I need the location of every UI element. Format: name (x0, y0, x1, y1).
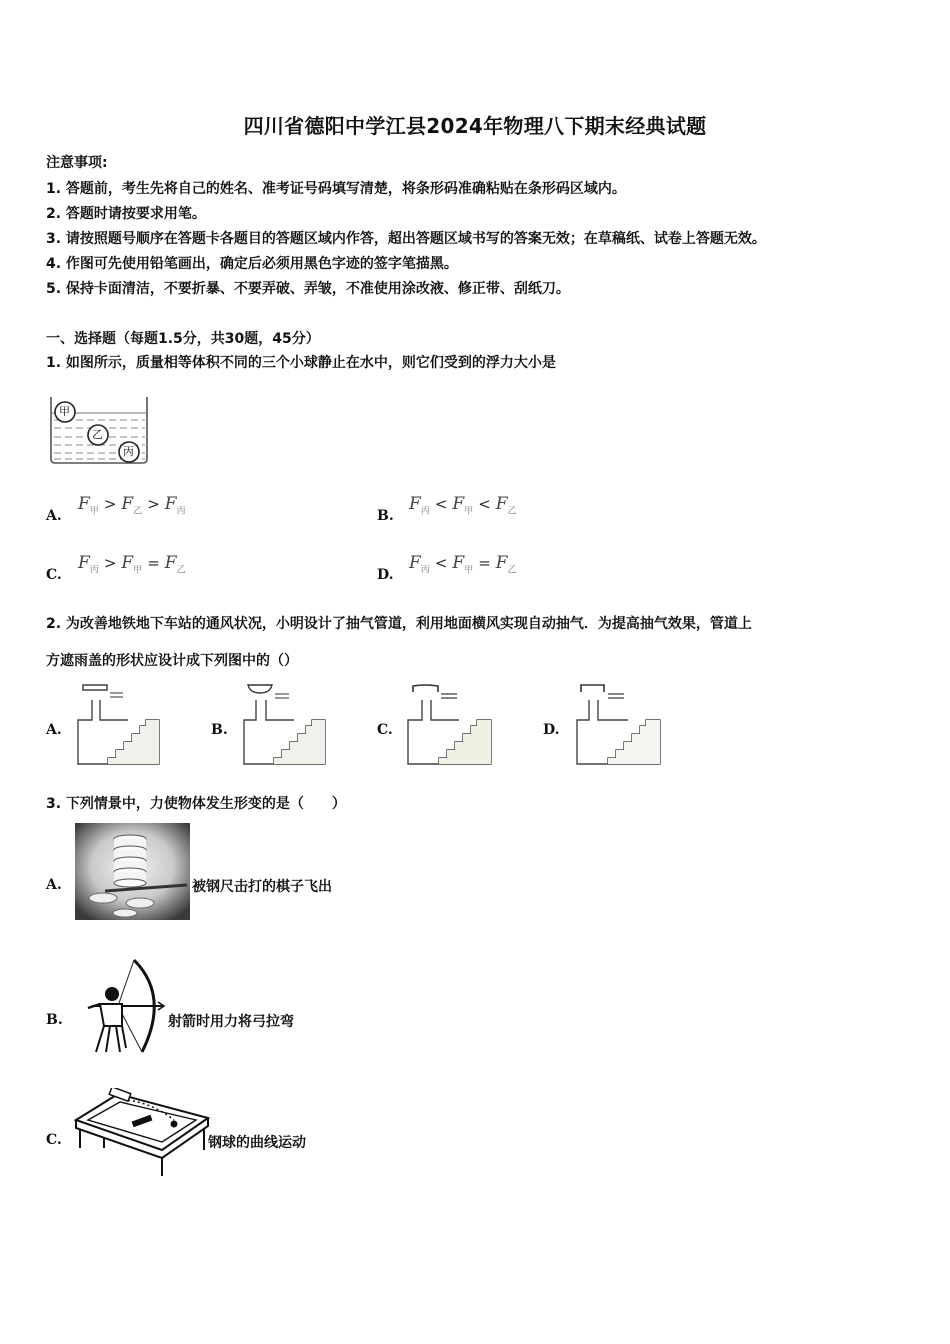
q2-option-b-figure (242, 682, 328, 768)
archer-image (82, 956, 168, 1056)
q2-option-d-figure (574, 682, 664, 768)
q3-option-a-caption: 被钢尺击打的棋子飞出 (192, 879, 332, 895)
question-2-stem-line2: 方遮雨盖的形状应设计成下列图中的（） (46, 653, 298, 669)
notice-item-3: 3. 请按照题号顺序在答题卡各题目的答题区域内作答，超出答题区域书写的答案无效；在草稿纸、试卷上答题无效。 (46, 231, 766, 247)
beaker-figure (48, 395, 150, 467)
question-2-stem-line1: 2. 为改善地铁地下车站的通风状况，小明设计了抽气管道，利用地面横风实现自动抽气．为提高抽气效果，管道上 (46, 616, 752, 632)
q2-option-a-label: A. (46, 722, 62, 738)
section-heading: 一、选择题（每题1.5分，共30题，45分） (46, 331, 320, 347)
chess-pieces-image (75, 823, 190, 920)
notice-item-5: 5. 保持卡面清洁，不要折暴、不要弄破、弄皱，不准使用涂改液、修正带、刮纸刀。 (46, 281, 570, 297)
q2-option-c-figure (405, 682, 495, 768)
q1-option-b-formula: $F_丙 < F_甲 < F_乙$ (409, 494, 517, 517)
q2-option-b-label: B. (211, 722, 228, 738)
question-1-stem: 1. 如图所示，质量相等体积不同的三个小球静止在水中，则它们受到的浮力大小是 (46, 355, 556, 371)
steel-ball-table-image (74, 1088, 210, 1178)
q2-option-d-label: D. (543, 722, 560, 738)
q3-option-c-label: C. (46, 1132, 62, 1148)
q3-option-b-caption: 射箭时用力将弓拉弯 (168, 1014, 294, 1030)
q2-option-a-figure (76, 682, 162, 768)
page-title: 四川省德阳中学江县2024年物理八下期末经典试题 (243, 114, 707, 138)
q1-option-a-formula: $F_甲 > F_乙 > F_丙$ (78, 494, 186, 517)
question-3-stem: 3. 下列情景中，力使物体发生形变的是（ ） (46, 796, 346, 812)
notice-heading: 注意事项: (46, 155, 108, 171)
q1-option-a-label: A. (46, 508, 62, 524)
ball-yi-label: 乙 (92, 428, 103, 441)
q1-option-d-formula: $F_丙 < F_甲 = F_乙$ (409, 553, 517, 576)
q1-option-d-label: D. (377, 567, 394, 583)
ball-bing-label: 丙 (123, 445, 134, 458)
q1-option-c-label: C. (46, 567, 62, 583)
ball-jia-label: 甲 (59, 405, 70, 418)
notice-item-4: 4. 作图可先使用铅笔画出，确定后必须用黑色字迹的签字笔描黑。 (46, 256, 458, 272)
notice-item-2: 2. 答题时请按要求用笔。 (46, 206, 206, 222)
q2-option-c-label: C. (377, 722, 393, 738)
q3-option-a-label: A. (46, 877, 62, 893)
notice-item-1: 1. 答题前，考生先将自己的姓名、准考证号码填写清楚，将条形码准确粘贴在条形码区域内。 (46, 181, 626, 197)
q3-option-c-caption: 钢球的曲线运动 (208, 1135, 306, 1151)
q1-option-b-label: B. (377, 508, 394, 524)
q1-option-c-formula: $F_丙 > F_甲 = F_乙$ (78, 553, 186, 576)
q3-option-b-label: B. (46, 1012, 63, 1028)
